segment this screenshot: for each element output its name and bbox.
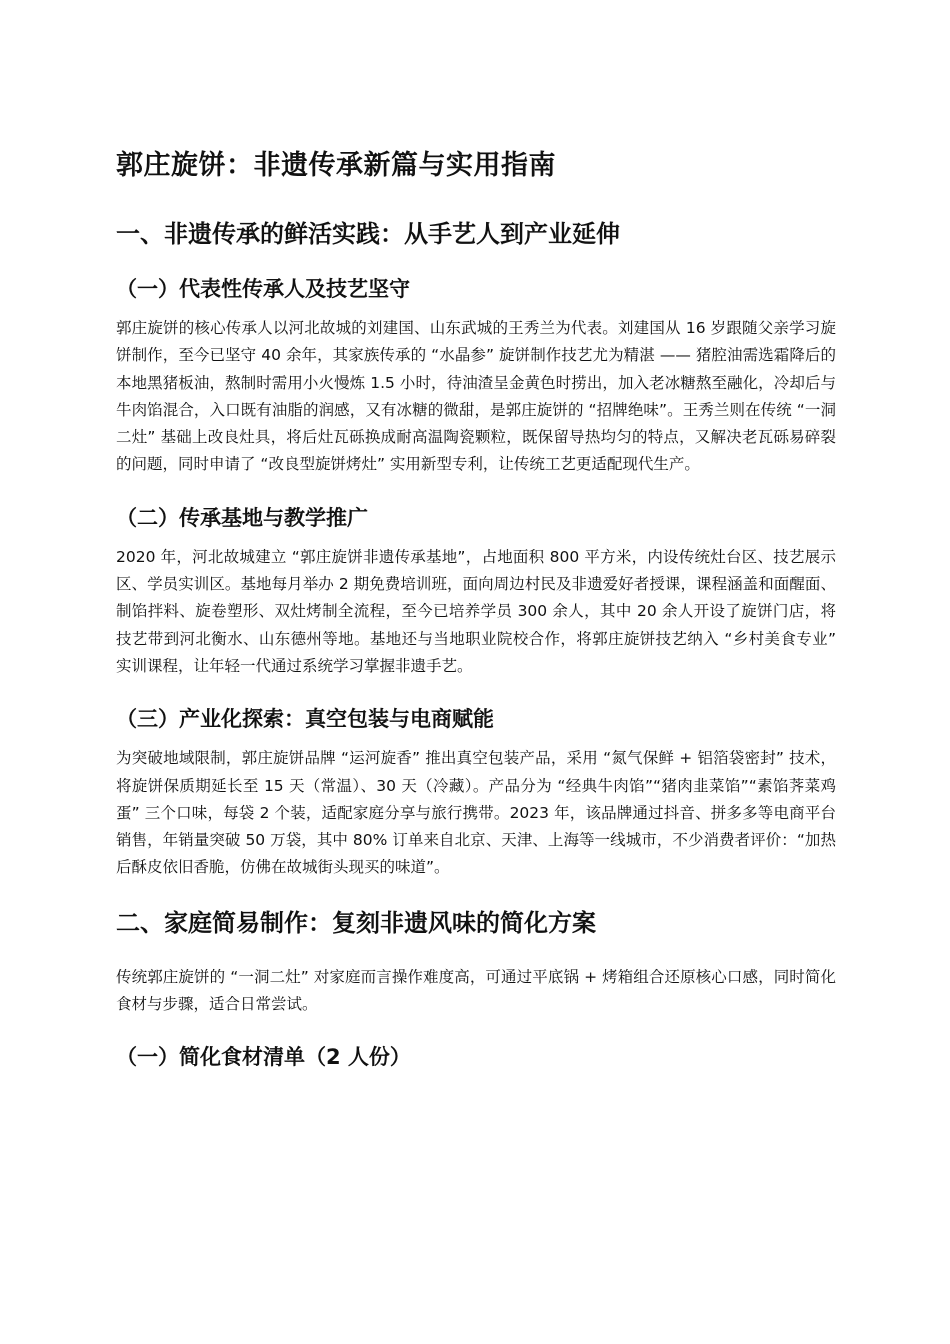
document-page (116, 148, 836, 1083)
section-1-2-paragraph: 2020 年，河北故城建立 “郭庄旋饼非遗传承基地”，占地面积 800 平方米，内设传统灶台区、技艺展示区、学员实训区。基地每月举办 2 期免费培训班，面向周边村民及非遗爱好者授课，课程涵盖和面醒面、制馅拌料、旋卷塑形、双灶烤制全流程，至今已培养学员 300 余人，其中 20 余人开设了旋饼门店，将技艺带到河北衡水、山东德州等地。基地还与当地职业院校合作，将郭庄旋饼技艺纳入 “乡村美食专业” 实训课程，让年轻一代通过系统学习掌握非遗手艺。 (116, 547, 836, 675)
section-1-3-paragraph: 为突破地域限制，郭庄旋饼品牌 “运河旋香” 推出真空包装产品，采用 “氮气保鲜 + 铝箔袋密封” 技术，将旋饼保质期延长至 15 天（常温）、30 天（冷藏）。产品分为 “经典牛肉馅”“猪肉韭菜馅”“素馅荠菜鸡蛋” 三个口味，每袋 2 个装，适配家庭分享与旅行携带。2023 年，该品牌通过抖音、拼多多等电商平台销售，年销量突破 50 万袋，其中 80% 订单来自北京、天津、上海等一线城市，不少消费者评价：“加热后酥皮依旧香脆，仿佛在故城街头现买的味道”。 (116, 749, 836, 877)
page-title: 郭庄旋饼：非遗传承新篇与实用指南 (116, 150, 556, 181)
section-2-intro-paragraph: 传统郭庄旋饼的 “一洞二灶” 对家庭而言操作难度高，可通过平底锅 + 烤箱组合还原核心口感，同时简化食材与步骤，适合日常尝试。 (116, 967, 836, 1014)
section-1-2-heading: （二）传承基地与教学推广 (116, 505, 368, 530)
section-1-3-heading: （三）产业化探索：真空包装与电商赋能 (116, 707, 494, 732)
section-1-1-paragraph: 郭庄旋饼的核心传承人以河北故城的刘建国、山东武城的王秀兰为代表。刘建国从 16 岁跟随父亲学习旋饼制作，至今已坚守 40 余年，其家族传承的 “水晶参” 旋饼制作技艺尤为精湛 —— 猪腔油需选霜降后的本地黑猪板油，熬制时需用小火慢炼 1.5 小时，待油渣呈金黄色时捞出，加入老冰糖熬至融化，冷却后与牛肉馅混合，入口既有油脂的润感，又有冰糖的微甜，是郭庄旋饼的 “招牌绝味”。王秀兰则在传统 “一洞二灶” 基础上改良灶具，将后灶瓦砾换成耐高温陶瓷颗粒，既保留导热均匀的特点，又解决老瓦砾易碎裂的问题，同时申请了 “改良型旋饼烤灶” 实用新型专利，让传统工艺更适配现代生产。 (116, 319, 836, 474)
section-2-heading: 二、家庭简易制作：复刻非遗风味的简化方案 (116, 908, 596, 937)
section-2-1-heading: （一）简化食材清单（2 人份） (116, 1045, 411, 1070)
section-1-1-heading: （一）代表性传承人及技艺坚守 (116, 277, 410, 301)
section-1-heading: 一、非遗传承的鲜活实践：从手艺人到产业延伸 (116, 220, 620, 248)
